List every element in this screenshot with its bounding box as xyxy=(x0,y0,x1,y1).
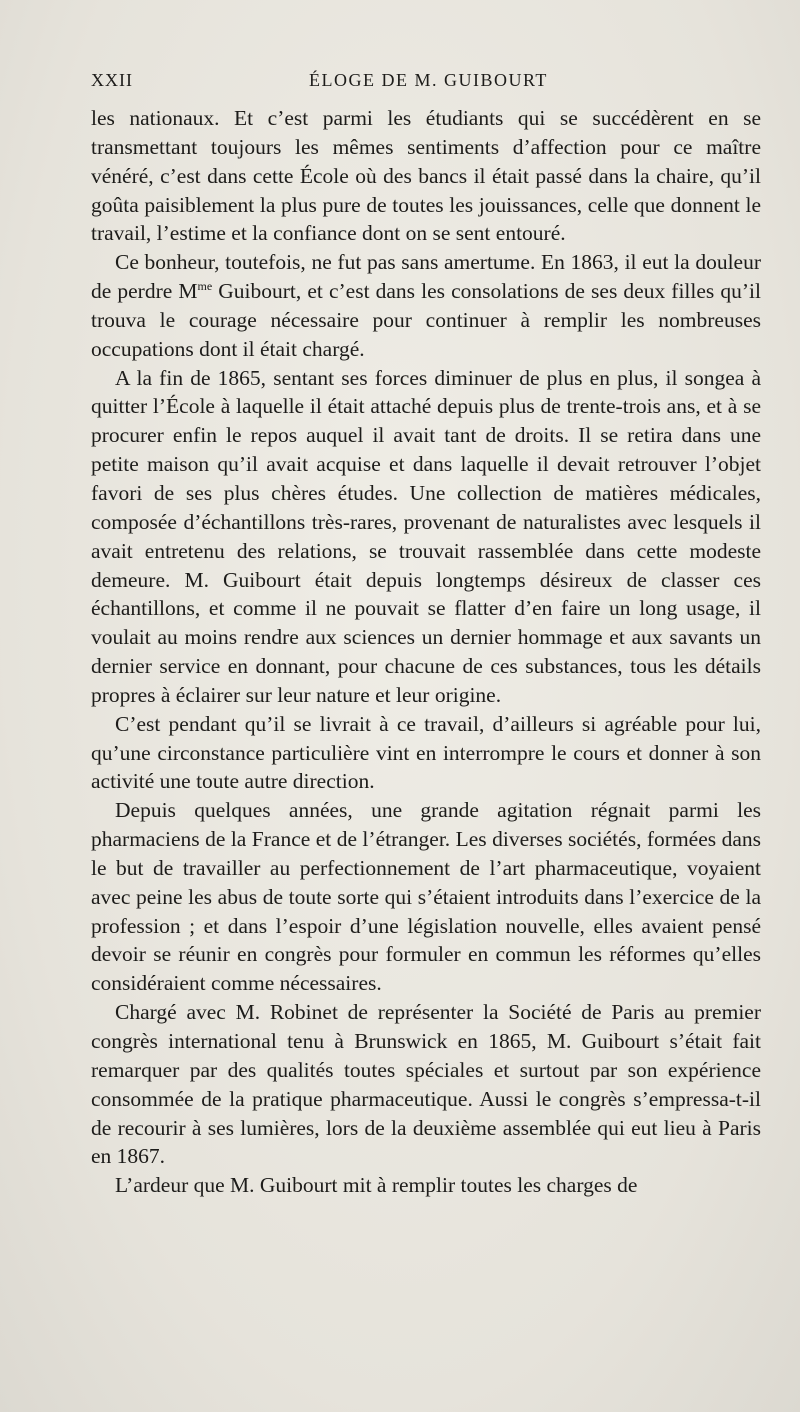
madame-superscript: me xyxy=(197,279,213,294)
paragraph-2 xyxy=(91,248,761,363)
page-header xyxy=(91,70,761,100)
page-number: XXII xyxy=(91,70,133,90)
paragraph-3: A la fin de 1865, sentant ses forces diminuer de plus en plus, il songea à quitter l’École à laquelle il était attaché depuis plus de trente-trois ans, et à se procurer enfin le repos auquel il avait tant de droits. Il se retira dans une petite maison qu’il avait acquise et dans laquelle il devait retrouver l’objet favori de ses plus chères études. Une collection de matières médicales, composée d’échantillons très-rares, provenant de naturalistes avec lesquels il avait entretenu des relations, se trouvait rassemblée dans cette modeste demeure. M. Guibourt était depuis longtemps désireux de classer ces échantillons, et comme il ne pouvait se flatter d’en faire un long usage, il voulait au moins rendre aux sciences un dernier hommage et aux savants un dernier service en donnant, pour chacune de ces substances, tous les détails propres à éclairer sur leur nature et leur origine. xyxy=(91,365,761,707)
paragraph-7: L’ardeur que M. Guibourt mit à remplir toutes les charges de xyxy=(115,1173,638,1198)
running-title: ÉLOGE DE M. GUIBOURT xyxy=(309,70,548,90)
paragraph-6: Chargé avec M. Robinet de représenter la Société de Paris au premier congrès international tenu à Brunswick en 1865, M. Guibourt s’était fait remarquer par des qualités toutes spéciales et surtout par son expérience consommée de la pratique pharmaceutique. Aussi le congrès s’empressa-t-il de recourir à ses lumières, lors de la deuxième assemblée qui eut lieu à Paris en 1867. xyxy=(91,1000,761,1169)
paragraph-5: Depuis quelques années, une grande agitation régnait parmi les pharmaciens de la France et de l’étranger. Les diverses sociétés, formées dans le but de travailler au perfectionnement de l’art pharmaceutique, voyaient avec peine les abus de toute sorte qui s’étaient introduits dans l’exercice de la profession ; et dans l’espoir d’une législation nouvelle, elles avaient pensé devoir se réunir en congrès pour formuler en commun les réformes qu’elles considéraient comme nécessaires. xyxy=(91,798,761,996)
paragraph-2-start: Ce bonheur, toutefois, ne fut pas sans amertume. En 1863, il eut la douleur de perdre M xyxy=(91,250,761,304)
paragraph-1: les nationaux. Et c’est parmi les étudiants qui se succédèrent en se transmettant toujours les mêmes sentiments d’affection pour ce maître vénéré, c’est dans cette École où des bancs il était passé dans la chaire, qu’il goûta paisiblement la plus pure de toutes les jouissances, celle que donnent le travail, l’estime et la confiance dont on se sent entouré. xyxy=(91,106,761,246)
body-text xyxy=(91,104,761,1200)
paragraph-2-end: Guibourt, et c’est dans les consolations de ses deux filles qu’il trouva le courage nécessaire pour continuer à remplir les nombreuses occupations dont il était chargé. xyxy=(91,279,761,361)
paragraph-4: C’est pendant qu’il se livrait à ce travail, d’ailleurs si agréable pour lui, qu’une circonstance particulière vint en interrompre le cours et donner à son activité une toute autre direction. xyxy=(91,711,761,794)
